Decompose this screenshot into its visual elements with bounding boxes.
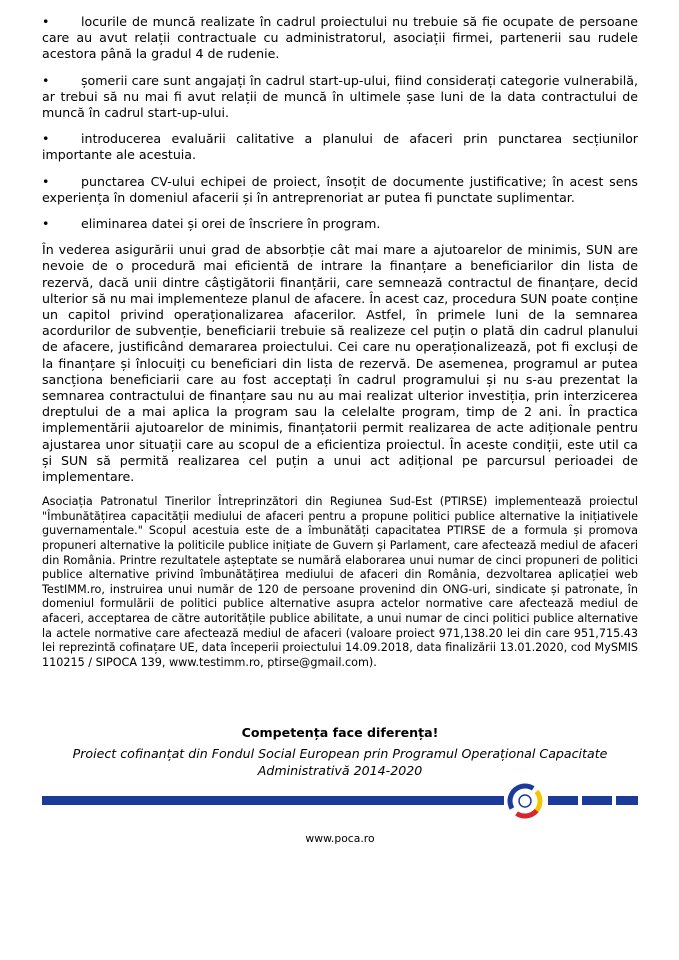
bullet-symbol: • [42,216,50,232]
footer-url: www.poca.ro [305,832,375,845]
bullet-text: punctarea CV-ului echipei de proiect, însoțit de documente justificative; în acest sens experiența în domeniul afacerii și în antreprenoriat ar putea fi punctate suplimentar. [42,173,638,205]
main-paragraph: În vederea asigurării unui grad de absorbție cât mai mare a ajutoarelor de minimis, SUN are nevoie de o procedură mai eficientă de intrare la finanțare a beneficiarilor din lista de rezervă, dacă unii dintre câștigătorii finanțării, care semnează contractul de finanțare, decid ulterior să nu mai implementeze planul de afacere. În acest caz, procedura SUN poate conține un capitol privind operaționalizarea afacerilor. Astfel, în primele luni de la semnarea acordurilor de subvenție, beneficiarii trebuie să realizeze cel puțin o plată din cadrul planului de afacere, justificând demararea proiectului. Cei care nu operaționalizează, pot fi excluși de la finanțare și înlocuiți cu beneficiari din lista de rezervă. De asemenea, programul ar putea sancționa beneficiarii care au fost acceptați în cadrul programului și nu s-au prezentat la semnarea contractului de finanțare sau nu au mai realizat ulterior investiția, prin interzicerea dreptului de a mai aplica la program sau la celelalte program, timp de 2 ani. În practica implementării ajutoarelor de minimis, finanțatorii permit realizarea de acte adiționale pentru ajustarea unor situații care au scopul de a eficientiza proiectul. În aceste condiții, este util ca și SUN să permită realizarea cel puțin a unui act adițional pe parcursul perioadei de implementare. [42,242,638,485]
footer-bar-segment [548,796,578,805]
bullet-symbol: • [42,173,50,189]
bullet-symbol: • [42,131,50,147]
bullet-item [42,216,638,232]
footer-bar [42,796,504,805]
bullet-symbol: • [42,72,50,88]
project-paragraph: Asociația Patronatul Tinerilor Întreprinzători din Regiunea Sud-Est (PTIRSE) implementează proiectul "Îmbunătățirea capacității mediului de afaceri pentru a propune politici publice alternative la inițiativele guvernamentale." Scopul acestuia este de a îmbunătăți capacitatea PTIRSE de a formula și promova propuneri alternative la politicile publice inițiate de Guvern și Parlament, care afectează mediul de afaceri din România. Printre rezultatele așteptate se numără elaborarea unui numar de cinci propuneri de politici publice alternative privind îmbunătățirea mediului de afaceri din România, dezvoltarea aplicației web TestIMM.ro, instruirea unui număr de 120 de persoane provenind din ONG-uri, sindicate și patronate, în domeniul formulării de politici publice alternative asupra actelor normative care afectează mediul de afaceri, acceptarea de către autoritățile publice abilitate, a unui numar de cinci politici publice alternative la actele normative care afectează mediul de afaceri (valoare proiect 971,138.20 lei din care 951,715.43 lei reprezintă cofinațare UE, data începerii proiectului 14.09.2018, data finalizării 13.01.2020, cod MySMIS 110215 / SIPOCA 139, www.testimm.ro, ptirse@gmail.com). [42,495,638,669]
poca-logo-icon [505,781,545,821]
bullet-item [42,174,638,206]
bullet-text: eliminarea datei și orei de înscriere în program. [81,216,381,232]
bullet-item [42,14,638,63]
footer-bar-segment [616,796,638,805]
document-body [42,14,638,670]
bullet-text: locurile de muncă realizate în cadrul proiectului nu trebuie să fie ocupate de persoane care au avut relații contractuale cu administratorul, asociații firmei, partenerii sau rudele acestora până la gradul 4 de rudenie. [42,14,638,62]
bullet-item [42,73,638,122]
footer-slogan: Competența face diferența! [241,725,439,740]
footer-bar-segment [582,796,612,805]
bullet-text: șomerii care sunt angajați în cadrul start-up-ului, fiind considerați categorie vulnerabilă, ar trebui să nu mai fi avut relații de muncă în ultimele șase luni de la data contractului de muncă în cadrul start-up-ului. [42,72,638,121]
bullet-text: introducerea evaluării calitative a planului de afaceri prin punctarea secțiunilor importante ale acestuia. [42,131,638,163]
bullet-symbol: • [42,14,50,29]
bullet-item [42,131,638,163]
footer-cofinance-text: Proiect cofinanțat din Fondul Social European prin Programul Operațional Capacitate Administrativă 2014-2020 [72,746,608,778]
